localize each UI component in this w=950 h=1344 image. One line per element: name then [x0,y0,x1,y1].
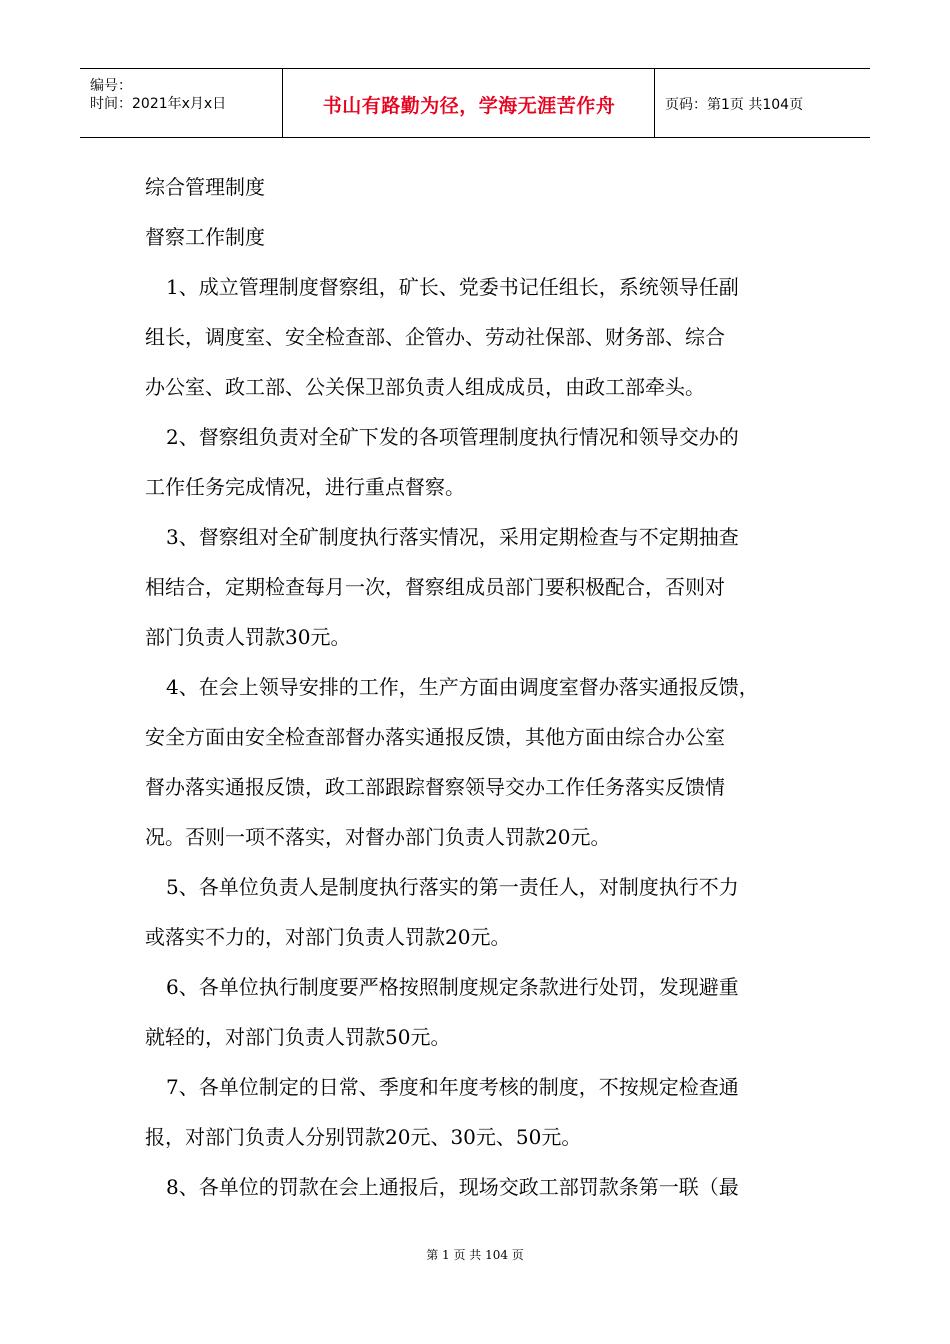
clause-6-line: 就轻的，对部门负责人罚款50元。 [145,1025,451,1049]
header-page-cell [655,69,870,137]
clause-5-line: 5、各单位负责人是制度执行落实的第一责任人，对制度执行不力 [166,875,739,899]
clause-4-line: 安全方面由安全检查部督办落实通报反馈，其他方面由综合办公室 [145,725,725,749]
clause-3-line: 3、督察组对全矿制度执行落实情况，采用定期检查与不定期抽查 [166,525,739,549]
clause-8-line: 8、各单位的罚款在会上通报后，现场交政工部罚款条第一联（最 [166,1175,739,1199]
clause-5-line: 或落实不力的，对部门负责人罚款20元。 [145,925,511,949]
document-number-label: 编号： [90,78,132,94]
clause-4-line: 督办落实通报反馈，政工部跟踪督察领导交办工作任务落实反馈情 [145,775,725,799]
header-info-cell [80,69,283,137]
clause-4-line: 4、在会上领导安排的工作，生产方面由调度室督办落实通报反馈， [166,675,759,699]
header-page-code: 页码：第1页 共104页 [665,97,804,113]
document-body [145,162,810,1212]
clause-1-line: 组长，调度室、安全检查部、企管办、劳动社保部、财务部、综合 [145,325,725,349]
header-motto: 书山有路勤为径，学海无涯苦作舟 [322,95,616,117]
clause-7-line: 报，对部门负责人分别罚款20元、30元、50元。 [145,1125,582,1149]
clause-2-line: 工作任务完成情况，进行重点督察。 [145,475,465,499]
document-date-label: 时间：2021年x月x日 [90,96,227,112]
clause-6-line: 6、各单位执行制度要严格按照制度规定条款进行处罚，发现避重 [166,975,739,999]
page-footer: 第 1 页 共 104 页 [426,1248,524,1262]
clause-7-line: 7、各单位制定的日常、季度和年度考核的制度，不按规定检查通 [166,1075,739,1099]
clause-3-line: 部门负责人罚款30元。 [145,625,351,649]
clause-4-line: 况。否则一项不落实，对督办部门负责人罚款20元。 [145,825,611,849]
clause-1-line: 1、成立管理制度督察组，矿长、党委书记任组长，系统领导任副 [166,275,739,299]
clause-1-line: 办公室、政工部、公关保卫部负责人组成成员，由政工部牵头。 [145,375,705,399]
document-title: 综合管理制度 [145,175,265,199]
section-title: 督察工作制度 [145,225,265,249]
clause-2-line: 2、督察组负责对全矿下发的各项管理制度执行情况和领导交办的 [166,425,739,449]
page-header [80,68,870,138]
header-motto-cell [283,69,655,137]
clause-3-line: 相结合，定期检查每月一次，督察组成员部门要积极配合，否则对 [145,575,725,599]
